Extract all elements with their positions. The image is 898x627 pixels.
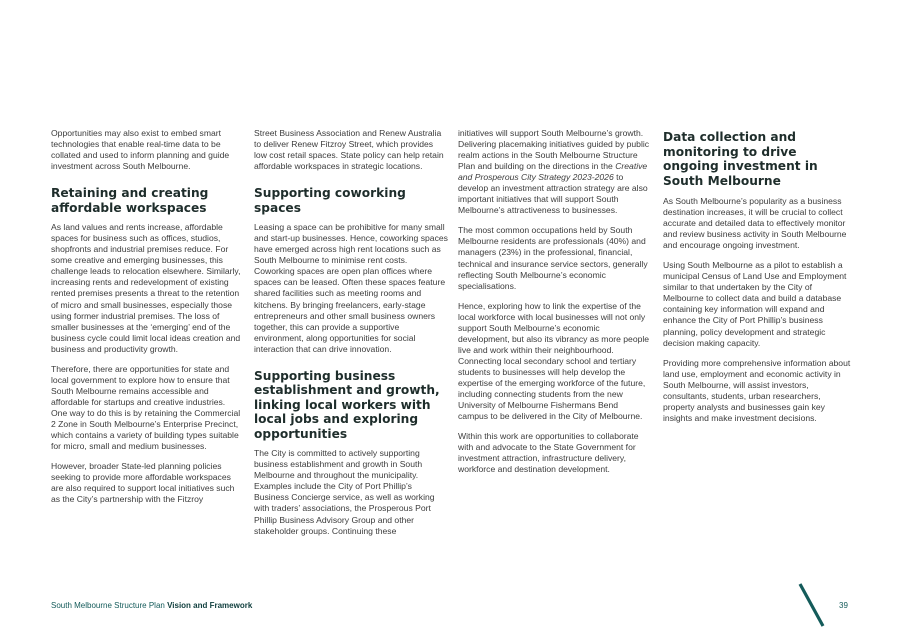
paragraph: Therefore, there are opportunities for state and local government to explore how to ensure that South Melbourne remains accessible and affordable for startups and creative industries. One way to do this is by retaining the Commercial 2 Zone in South Melbourne’s Enterprise Precinct, which contains a variety of building types suitable for micro, small and medium businesses. xyxy=(51,363,241,452)
section-heading: Data collection and monitoring to drive ongoing investment in South Melbourne xyxy=(663,130,818,188)
paragraph: The most common occupations held by South Melbourne residents are professionals (40%) and managers (23%) in the professional, financial, technical and insurance service sectors, generally reflecting South Melbourne’s economic specialisations. xyxy=(458,225,648,291)
paragraph: Providing more comprehensive information about land use, employment and economic activity in South Melbourne, will assist investors, consultants, students, urban researchers, property analysts and businesses gain key insights and make investment decisions. xyxy=(663,357,851,423)
section-heading: Retaining and creating affordable workspaces xyxy=(51,186,209,215)
section-heading: Supporting business establishment and growth, linking local workers with local jobs and exploring opportunities xyxy=(254,368,440,441)
paragraph: However, broader State-led planning policies seeking to provide more affordable workspaces are also required to support local initiatives such as the City’s partnership with the Fitzroy xyxy=(51,461,235,505)
document-title: South Melbourne Structure Plan xyxy=(51,601,165,610)
paragraph: As land values and rents increase, affordable spaces for business such as offices, studios, shopfronts and industrial premises reduce. For some creative and emerging businesses, this challenge leads to relocation elsewhere. Similarly, increasing rents and redevelopment of existing rented premises presents a threat to the retention of micro and small businesses, especially those using former industrial premises. The loss of smaller businesses at the ‘emerging’ end of the business cycle could limit local ideas creation and business and productivity growth. xyxy=(51,222,241,354)
diagonal-stroke-icon xyxy=(797,582,827,627)
text-span: to develop an investment attraction strategy are also important initiatives that will support South Melbourne’s attractiveness to businesses. xyxy=(458,172,648,216)
paragraph: Using South Melbourne as a pilot to establish a municipal Census of Land Use and Employment similar to that undertaken by the City of Melbourne to collect data and build a database containing key information will expand and enhance the City of Port Phillip’s business planning, policy development and strategic decision making capacity. xyxy=(663,260,847,348)
paragraph: Street Business Association and Renew Australia to deliver Renew Fitzroy Street, which provides low cost retail spaces. State policy can help retain affordable workspaces in strategic locations. xyxy=(254,128,444,172)
paragraph: Within this work are opportunities to collaborate with and advocate to the State Government for investment attraction, infrastructure delivery, workforce and destination development. xyxy=(458,431,639,475)
paragraph: The City is committed to actively supporting business establishment and growth in South Melbourne and throughout the municipality. Examples include the City of Port Phillip’s Business Concierge service, as well as working with traders’ associations, the Prosperous Port Phillip Business Advisory Group and other stakeholder groups. Continuing these xyxy=(254,448,435,536)
section-heading: Supporting coworking spaces xyxy=(254,186,406,215)
section-title: Vision and Framework xyxy=(167,601,253,610)
column-1 xyxy=(51,128,243,514)
paragraph: Opportunities may also exist to embed smart technologies that enable real-time data to be collated and used to inform planning and guide investment across South Melbourne. xyxy=(51,128,230,172)
paragraph: Hence, exploring how to link the expertise of the local workforce with local businesses will not only support South Melbourne’s economic development, but also its vibrancy as more people live and work within their neighbourhood. Connecting local secondary school and tertiary students to businesses will help develop the expertise of the emerging workforce of the future, including connecting students from the new University of Melbourne Fishermans Bend campus to be delivered in the City of Melbourne. xyxy=(458,300,650,422)
column-3 xyxy=(458,128,650,484)
paragraph: Leasing a space can be prohibitive for many small and start-up businesses. Hence, coworking spaces have emerged across high rent locations such as South Melbourne to minimise rent costs. Coworking spaces are open plan offices where spaces can be leased. Often these spaces feature shared facilities such as meeting rooms and kitchens. By bringing freelancers, early-stage entrepreneurs and other small business owners together, this can provide a supportive environment, along opportunities for social interaction that can drive innovation. xyxy=(254,222,448,354)
text-span: initiatives will support South Melbourne’s growth. Delivering placemaking initiatives guided by public realm actions in the South Melbourne Structure Plan and building on the directions in the xyxy=(458,128,650,172)
column-4 xyxy=(663,128,851,433)
column-2 xyxy=(254,128,448,546)
paragraph xyxy=(458,128,650,216)
paragraph: As South Melbourne’s popularity as a business destination increases, it will be crucial to collect accurate and detailed data to effectively monitor and review business activity in South Melbourne and encourage ongoing investment. xyxy=(663,196,847,251)
strategy-title: Creative and Prosperous City Strategy 2023-2026 xyxy=(458,161,648,183)
footer-title xyxy=(51,601,252,610)
page-number: 39 xyxy=(839,601,848,610)
